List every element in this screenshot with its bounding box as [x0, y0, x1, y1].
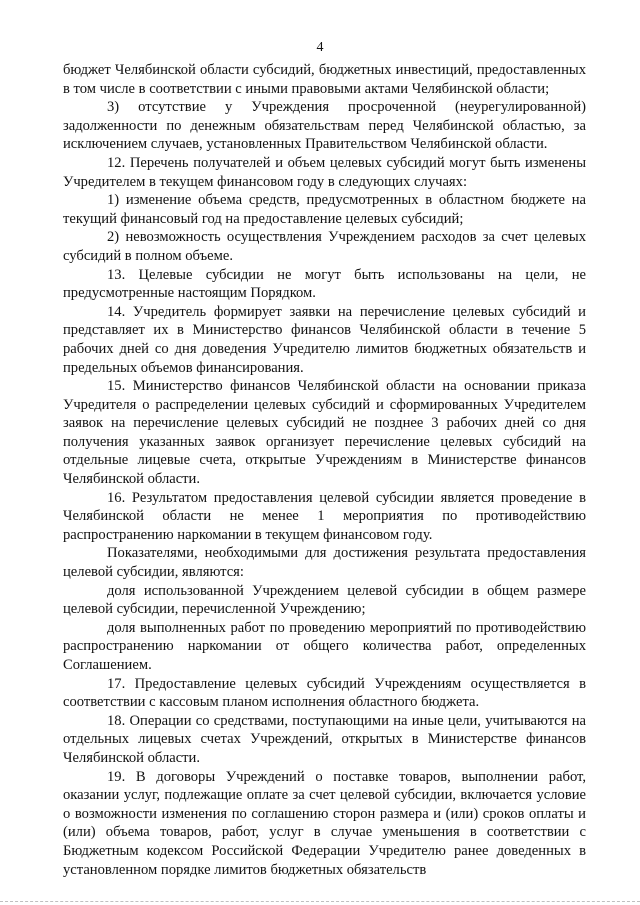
paragraph-clause-13: 13. Целевые субсидии не могут быть использованы на цели, не предусмотренные настоящим Порядком.	[63, 266, 586, 302]
paragraph-item-3: 3) отсутствие у Учреждения просроченной (неурегулированной) задолженности по денежным обязательствам перед Челябинской областью, за исключением случаев, установленных Правительством Челябинской области.	[63, 99, 586, 153]
paragraph-indicator-2: доля выполненных работ по проведению мероприятий по противодействию распространению наркомании от общего количества работ, определенных Соглашением.	[63, 619, 586, 673]
paragraph-clause-15: 15. Министерство финансов Челябинской области на основании приказа Учредителя о распределении целевых субсидий и сформированных Учредителем заявок на перечисление целевых субсидий не позднее 3 рабочих дней со дня получения указанных заявок организует перечисление целевых субсидий на отдельные лицевые счета, открытые Учреждениям в Министерстве финансов Челябинской области.	[63, 378, 586, 488]
paragraph-clause-19: 19. В договоры Учреждений о поставке товаров, выполнении работ, оказании услуг, подлежащие оплате за счет целевой субсидии, включается условие о возможности изменения по соглашению сторон размера и (или) сроков оплаты и (или) объема товаров, работ, услуг в случае уменьшения в соответствии с Бюджетным кодексом Российской Федерации Учредителю ранее доведенных в установленном порядке лимитов бюджетных обязательств	[63, 768, 586, 878]
paragraph-clause-14: 14. Учредитель формирует заявки на перечисление целевых субсидий и представляет их в Министерство финансов Челябинской области в течение 5 рабочих дней со дня доведения Учредителю лимитов бюджетных обязательств и предельных объемов финансирования.	[63, 303, 586, 376]
paragraph-clause-16: 16. Результатом предоставления целевой субсидии является проведение в Челябинской области не менее 1 мероприятия по противодействию распространению наркомании в текущем финансовом году.	[63, 489, 586, 543]
page-bottom-edge	[0, 901, 640, 902]
paragraph-clause-18: 18. Операции со средствами, поступающими на иные цели, учитываются на отдельных лицевых счетах Учреждений, открытых в Министерстве финансов Челябинской области.	[63, 712, 586, 766]
paragraph-indicators-intro: Показателями, необходимыми для достижения результата предоставления целевой субсидии, являются:	[63, 545, 586, 581]
paragraph-clause-17: 17. Предоставление целевых субсидий Учреждениям осуществляется в соответствии с кассовым планом исполнения областного бюджета.	[63, 675, 586, 711]
document-body	[63, 61, 586, 879]
paragraph-item-2: 2) невозможность осуществления Учреждением расходов за счет целевых субсидий в полном объеме.	[63, 229, 586, 264]
paragraph-item-1: 1) изменение объема средств, предусмотренных в областном бюджете на текущий финансовый год на предоставление целевых субсидий;	[63, 192, 586, 227]
paragraph-clause-12: 12. Перечень получателей и объем целевых субсидий могут быть изменены Учредителем в текущем финансовом году в следующих случаях:	[63, 154, 586, 190]
paragraph-indicator-1: доля использованной Учреждением целевой субсидии в общем размере целевой субсидии, перечисленной Учреждению;	[63, 582, 586, 618]
page-number: 4	[316, 40, 324, 55]
paragraph-continuation: бюджет Челябинской области субсидий, бюджетных инвестиций, предоставленных в том числе в соответствии с иными правовыми актами Челябинской области;	[63, 62, 586, 97]
